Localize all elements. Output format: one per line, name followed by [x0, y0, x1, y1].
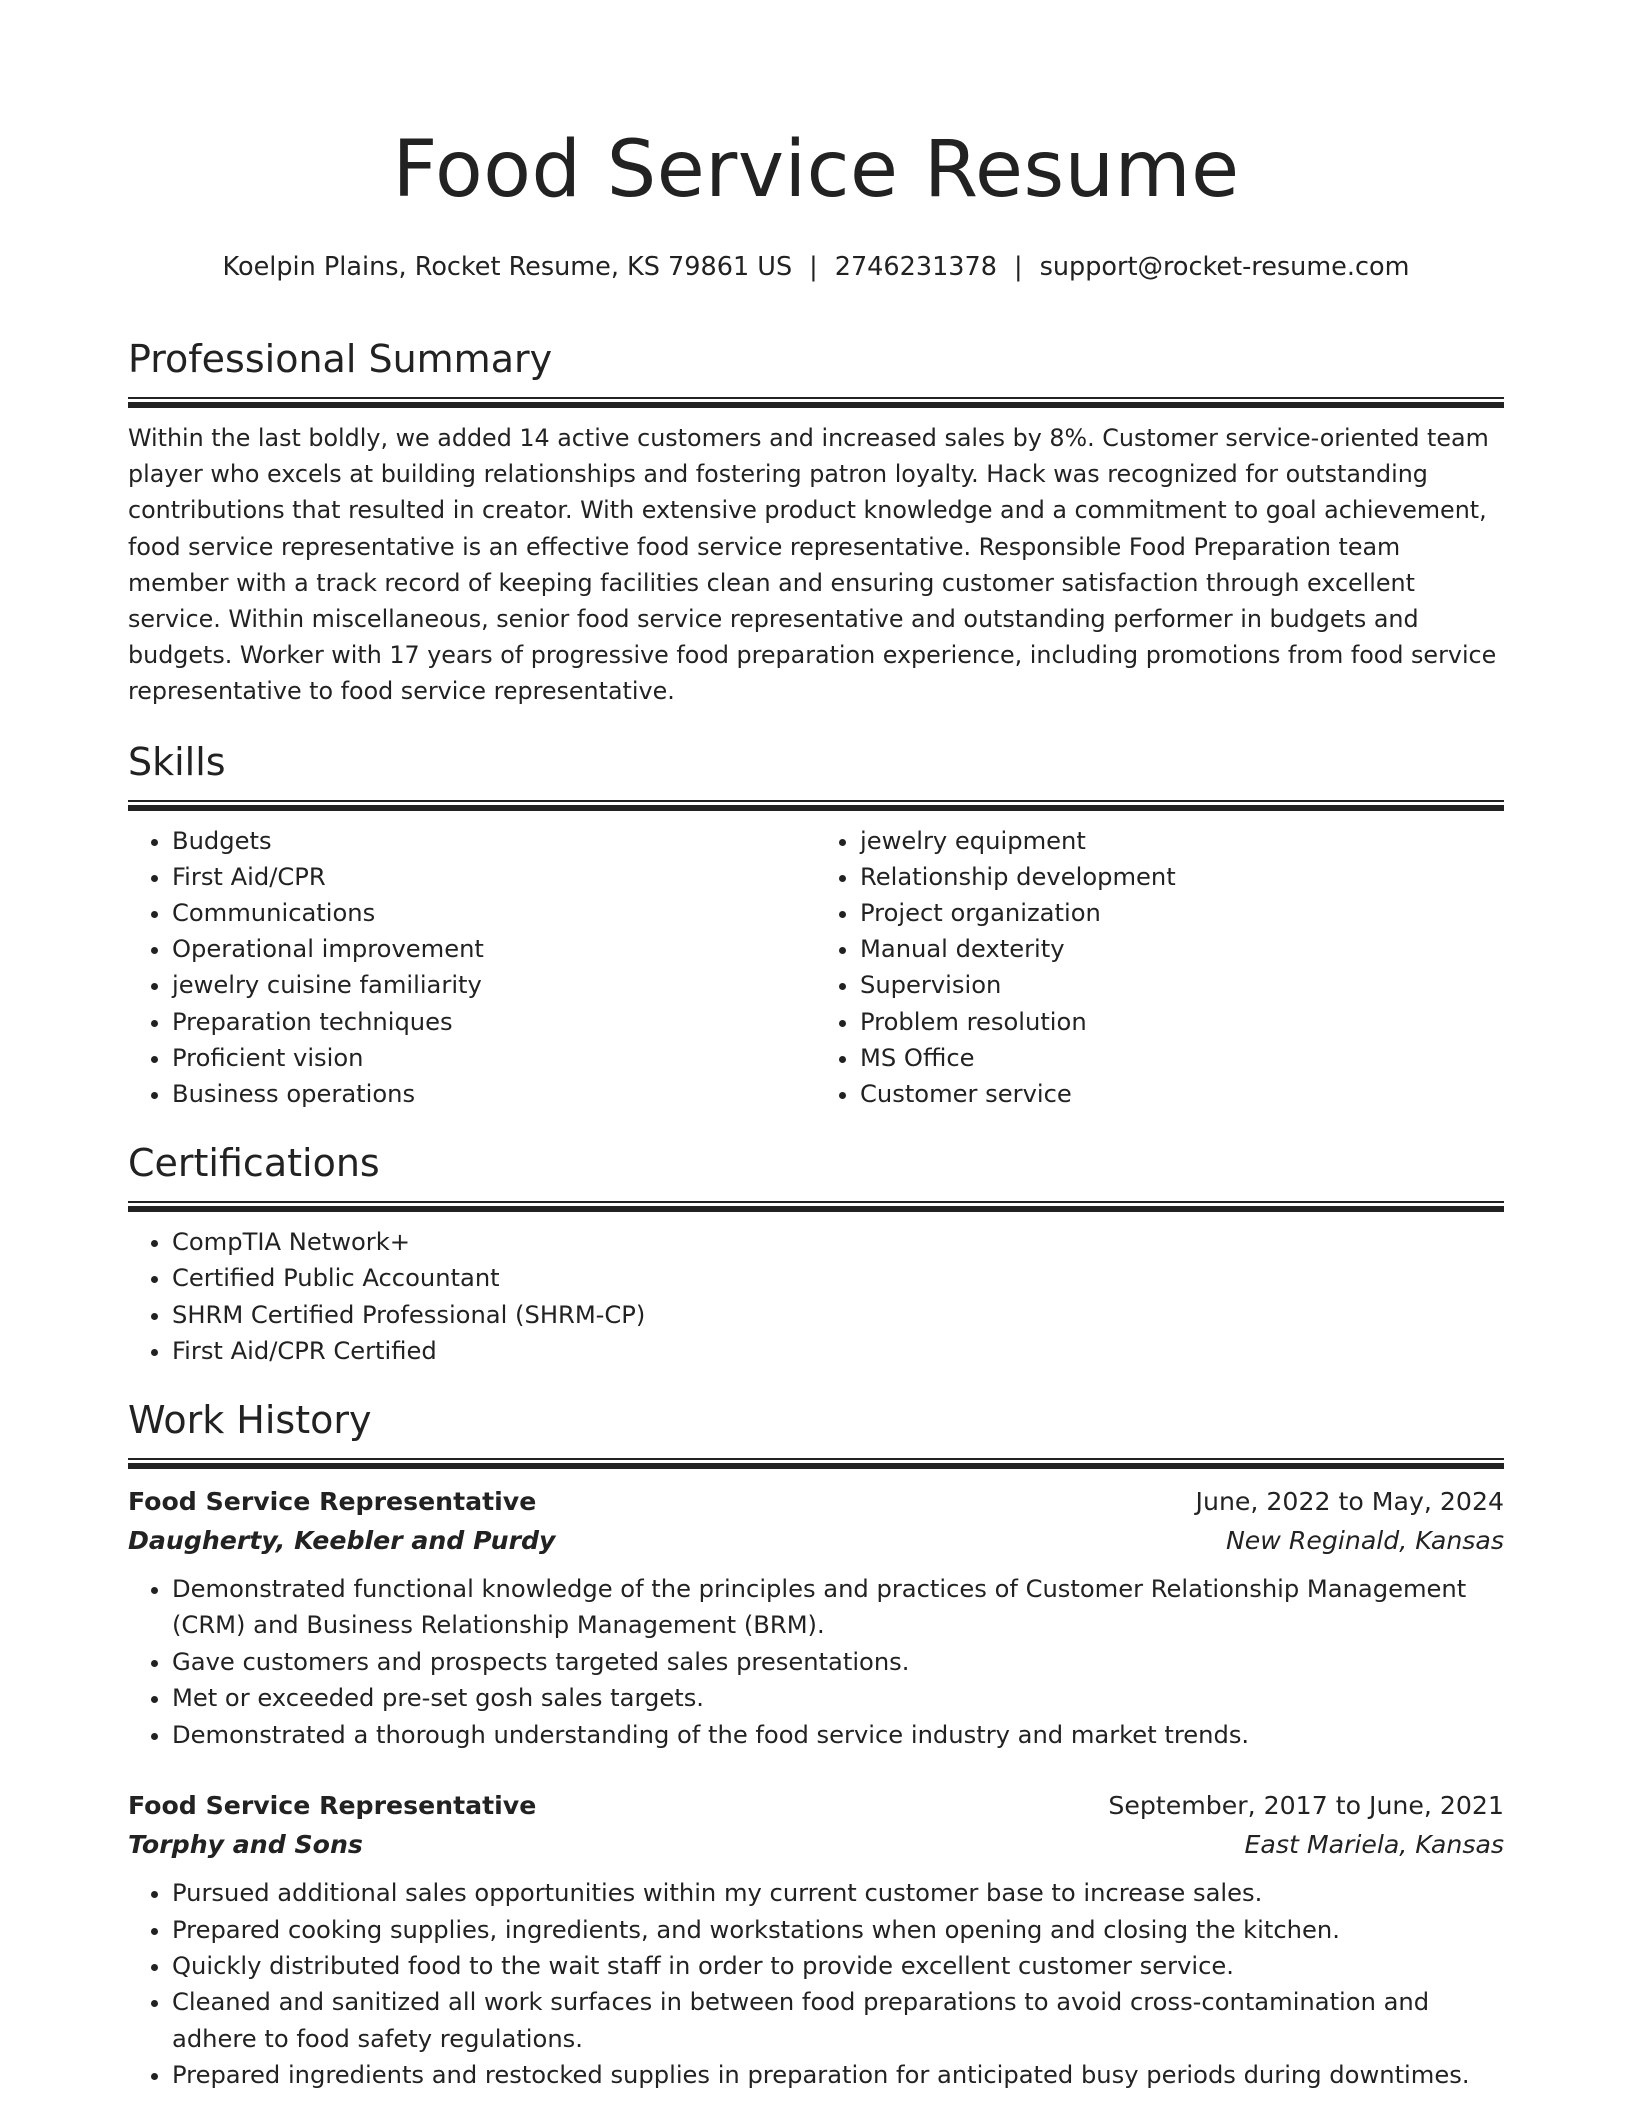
job-location: East Mariela, Kansas: [1244, 1830, 1504, 1860]
job-bullet: • Met or exceeded pre-set gosh sales targets.: [172, 1680, 1504, 1716]
section-divider: [128, 1201, 1504, 1212]
contact-address: Koelpin Plains, Rocket Resume, KS 79861 US: [222, 252, 793, 282]
summary-text: Within the last boldly, we added 14 active customers and increased sales by 8%. Customer service-oriented team player who excels at building relationships and fostering patron loyalty. Hack was recognized for outstanding contributions that resulted in creator. With extensive product knowledge and a commitment to goal achievement, food service representative is an effective food service representative. Responsible Food Preparation team member with a track record of keeping facilities clean and ensuring customer satisfaction through excellent service. Within miscellaneous, senior food service representative and outstanding performer in budgets and budgets. Worker with 17 years of progressive food preparation experience, including promotions from food service representative to food service representative.: [128, 424, 1497, 706]
job-location: New Reginald, Kansas: [1225, 1526, 1504, 1556]
certification-item: • SHRM Certified Professional (SHRM-CP): [172, 1297, 1504, 1333]
skill-item: • Budgets: [172, 823, 816, 859]
section-divider: [128, 800, 1504, 811]
skill-item: • jewelry equipment: [860, 823, 1504, 859]
job-dates: June, 2022 to May, 2024: [1195, 1487, 1504, 1517]
certifications-list: [128, 1224, 1504, 1369]
job-entry: [128, 1483, 1504, 1753]
skills-list-right: [816, 823, 1504, 1113]
job-bullet: • Cleaned and sanitized all work surfaces in between food preparations to avoid cross-contamination and adhere to food safety regulations.: [172, 1984, 1504, 2057]
job-bullet: • Demonstrated a thorough understanding of the food service industry and market trends.: [172, 1717, 1504, 1753]
contact-email[interactable]: support@rocket-resume.com: [1039, 252, 1410, 282]
job-employer: Daugherty, Keebler and Purdy: [128, 1526, 556, 1556]
skill-item: • MS Office: [860, 1040, 1504, 1076]
skill-item: • Communications: [172, 895, 816, 931]
job-subheader: [128, 1521, 1504, 1561]
certification-item: • First Aid/CPR Certified: [172, 1333, 1504, 1369]
job-bullets: [128, 1875, 1504, 2093]
job-employer: Torphy and Sons: [128, 1830, 363, 1860]
job-dates: September, 2017 to June, 2021: [1108, 1791, 1504, 1821]
skill-item: • Problem resolution: [860, 1004, 1504, 1040]
job-subheader: [128, 1825, 1504, 1865]
contact-separator: |: [1013, 252, 1023, 282]
job-header: [128, 1787, 1504, 1825]
skill-item: • Preparation techniques: [172, 1004, 816, 1040]
skills-section: [128, 737, 1504, 1113]
job-bullet: • Demonstrated functional knowledge of the principles and practices of Customer Relationship Management (CRM) and Business Relationship Management (BRM).: [172, 1571, 1504, 1644]
job-bullet: • Pursued additional sales opportunities within my current customer base to increase sales.: [172, 1875, 1504, 1911]
skill-item: • Operational improvement: [172, 931, 816, 967]
contact-separator: |: [809, 252, 818, 282]
work-history-section: [128, 1395, 1504, 2093]
skill-item: • Customer service: [860, 1076, 1504, 1112]
job-bullet: • Gave customers and prospects targeted sales presentations.: [172, 1644, 1504, 1680]
jobs-list: [128, 1483, 1504, 2093]
skill-item: • Business operations: [172, 1076, 816, 1112]
certifications-section: [128, 1138, 1504, 1369]
skills-heading: Skills: [128, 739, 226, 784]
job-title: Food Service Representative: [128, 1791, 537, 1821]
certification-item: • Certified Public Accountant: [172, 1260, 1504, 1296]
contact-phone: 2746231378: [834, 252, 997, 282]
summary-section: [128, 334, 1504, 710]
skills-grid: [128, 823, 1504, 1113]
job-title: Food Service Representative: [128, 1487, 537, 1517]
work-history-heading: Work History: [128, 1398, 372, 1443]
certification-item: • CompTIA Network+: [172, 1224, 1504, 1260]
skill-item: • Manual dexterity: [860, 931, 1504, 967]
contact-line: [128, 250, 1504, 284]
job-bullet: • Prepared ingredients and restocked supplies in preparation for anticipated busy periods during downtimes.: [172, 2057, 1504, 2093]
page-title: Food Service Resume: [392, 125, 1240, 215]
skill-item: • Supervision: [860, 967, 1504, 1003]
skill-item: • jewelry cuisine familiarity: [172, 967, 816, 1003]
section-divider: [128, 1458, 1504, 1469]
job-bullet: • Prepared cooking supplies, ingredients, and workstations when opening and closing the kitchen.: [172, 1912, 1504, 1948]
skill-item: • Project organization: [860, 895, 1504, 931]
skills-list-left: [128, 823, 816, 1113]
job-entry: [128, 1787, 1504, 2093]
skill-item: • First Aid/CPR: [172, 859, 816, 895]
skill-item: • Proficient vision: [172, 1040, 816, 1076]
skill-item: • Relationship development: [860, 859, 1504, 895]
job-header: [128, 1483, 1504, 1521]
section-divider: [128, 397, 1504, 408]
job-bullet: • Quickly distributed food to the wait staff in order to provide excellent customer service.: [172, 1948, 1504, 1984]
summary-heading: Professional Summary: [128, 337, 553, 381]
certifications-heading: Certifications: [128, 1141, 380, 1186]
job-bullets: [128, 1571, 1504, 1753]
